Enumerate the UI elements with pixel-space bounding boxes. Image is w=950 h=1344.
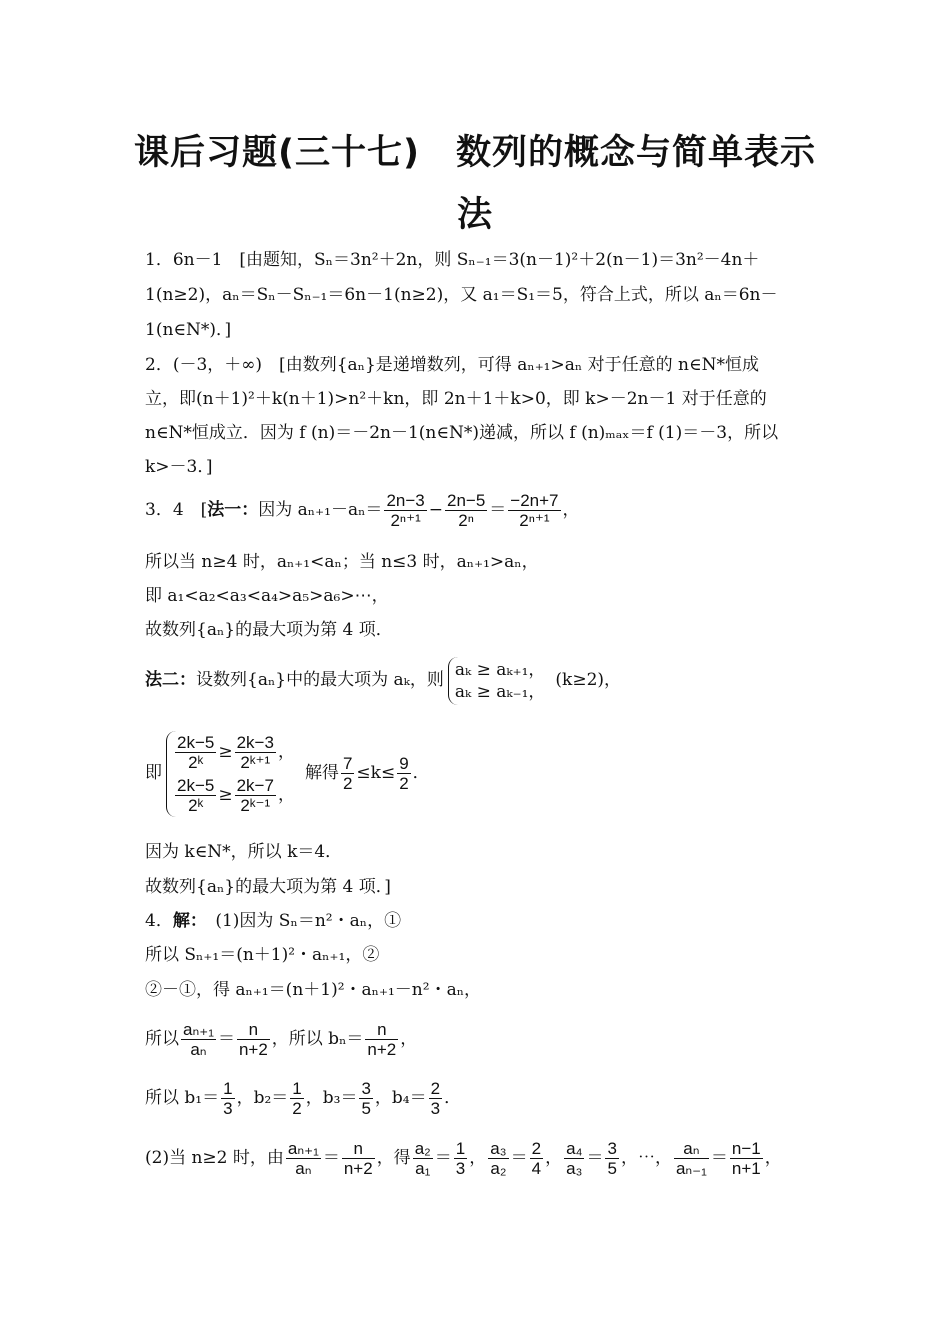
numerator: n−1 <box>731 1139 761 1158</box>
system-row: aₖ ≥ aₖ₊₁， <box>454 659 546 680</box>
fraction <box>342 1139 375 1178</box>
fraction <box>359 1079 372 1118</box>
fraction <box>508 491 560 530</box>
numerator: 2 <box>430 1079 441 1098</box>
numerator: a₃ <box>490 1139 507 1158</box>
inequality-system <box>448 657 552 705</box>
punctuation: ，⋯， <box>620 1148 672 1168</box>
operator: ＝ <box>586 1148 604 1168</box>
method2-label: 法二： <box>145 670 196 690</box>
q3-line-2: 所以当 n≥4 时，aₙ₊₁<aₙ；当 n≤3 时，aₙ₊₁>aₙ， <box>145 552 539 572</box>
lead: (2)当 n≥2 时，由 <box>145 1148 284 1168</box>
numerator: 2n−3 <box>386 491 425 510</box>
system-row-1 <box>173 733 295 772</box>
numerator: 1 <box>292 1079 302 1098</box>
fraction-system <box>166 731 301 817</box>
numerator: −2n+7 <box>510 491 559 510</box>
operator: ＝ <box>710 1148 728 1168</box>
text: ，得 <box>376 1148 411 1168</box>
operator: ＝ <box>489 500 507 520</box>
numerator: 1 <box>455 1139 466 1158</box>
denominator: a₂ <box>490 1159 507 1178</box>
relation: ≥ <box>218 741 233 762</box>
denominator: n+1 <box>731 1159 761 1178</box>
fraction <box>413 1139 433 1178</box>
denominator: 2 <box>292 1099 302 1118</box>
q1-line-2: 1(n≥2)，aₙ＝Sₙ－Sₙ₋₁＝6n－1(n≥2)，又 a₁＝S₁＝5，符合上式，所以 aₙ＝6n－ <box>145 285 778 305</box>
q1-line-1: 1．6n－1 [由题知，Sₙ＝3n²＋2n，则 Sₙ₋₁＝3(n－1)²＋2(n－1)＝3n²－4n＋ <box>145 250 760 270</box>
operator: ＝ <box>434 1148 452 1168</box>
fraction <box>237 1020 270 1059</box>
denominator: aₙ <box>190 1040 207 1059</box>
denominator: 2ⁿ⁺¹ <box>390 511 421 530</box>
fraction <box>530 1139 543 1178</box>
denominator: 5 <box>361 1099 371 1118</box>
numerator: n <box>237 1020 270 1040</box>
denominator: a₁ <box>415 1159 431 1178</box>
system-row-2 <box>173 776 295 815</box>
method1-label: 法一： <box>207 500 259 520</box>
m1-lead: 因为 aₙ₊₁－aₙ＝ <box>258 500 383 520</box>
denominator: 3 <box>430 1099 441 1118</box>
q4-line-6 <box>145 1134 810 1182</box>
q2-line-2: 立，即(n＋1)²＋k(n＋1)>n²＋kn，即 2n＋1＋k>0，即 k>－2n－1 对于任意的 <box>145 389 767 409</box>
fraction <box>175 776 216 815</box>
punctuation: ， <box>562 500 580 520</box>
text: ，b₄＝ <box>374 1088 427 1108</box>
numerator: a₂ <box>414 1139 431 1158</box>
punctuation: ， <box>545 1148 563 1168</box>
fraction <box>290 1079 303 1118</box>
numerator: 9 <box>399 754 409 773</box>
denominator: 2ᵏ <box>188 752 204 772</box>
system-row: aₖ ≥ aₖ₋₁， <box>454 681 546 702</box>
q4-line-5 <box>145 1074 810 1122</box>
denominator: 2ᵏ <box>188 795 204 815</box>
fraction <box>235 776 276 815</box>
numerator: aₙ₊₁ <box>183 1020 214 1039</box>
numerator: 3 <box>607 1139 617 1158</box>
punctuation: ． <box>412 763 430 783</box>
fraction <box>175 733 216 772</box>
denominator: 5 <box>607 1159 617 1178</box>
title-line-2: 法 <box>456 195 493 235</box>
q3-system-line <box>145 718 810 828</box>
fraction <box>454 1139 467 1178</box>
punctuation: ， <box>277 784 295 805</box>
q4-line-2: 所以 Sₙ₊₁＝(n＋1)²・aₙ₊₁，② <box>145 945 380 965</box>
fraction <box>235 733 276 772</box>
numerator: aₙ₊₁ <box>287 1139 319 1158</box>
q1-line-3: 1(n∈N*)．] <box>145 320 232 340</box>
punctuation: ， <box>764 1148 782 1168</box>
numerator: 2k−3 <box>236 732 274 752</box>
numerator: aₙ <box>674 1139 709 1159</box>
numerator: 2k−5 <box>177 732 215 752</box>
fraction <box>384 491 426 530</box>
q3-end-line: 故数列{aₙ}的最大项为第 4 项．] <box>145 877 391 897</box>
fraction <box>564 1139 584 1178</box>
q4-line-3: ②－①，得 aₙ₊₁＝(n＋1)²・aₙ₊₁－n²・aₙ， <box>145 980 482 1000</box>
denominator: 3 <box>455 1159 466 1178</box>
punctuation: ． <box>444 1088 462 1108</box>
fraction <box>674 1139 709 1178</box>
punctuation: ， <box>400 1029 418 1049</box>
denominator: 2 <box>399 774 409 793</box>
denominator: 4 <box>531 1159 542 1178</box>
punctuation: ， <box>277 741 295 762</box>
text: ，b₂＝ <box>236 1088 289 1108</box>
operator: ＝ <box>510 1148 528 1168</box>
denominator: a₃ <box>566 1159 583 1178</box>
text: ，所以 bₙ＝ <box>271 1029 364 1049</box>
q3-line-3: 即 a₁<a₂<a₃<a₄>a₅>a₆>⋯， <box>145 586 389 606</box>
relation: ≤k≤ <box>356 763 396 783</box>
q3-method2-line <box>145 652 810 708</box>
fraction <box>429 1079 442 1118</box>
denominator: 2ⁿ⁺¹ <box>519 511 550 530</box>
fraction <box>365 1020 398 1059</box>
q3-line-4: 故数列{aₙ}的最大项为第 4 项． <box>145 620 393 640</box>
numerator: 7 <box>342 754 353 773</box>
numerator: n <box>365 1020 398 1040</box>
denominator: 2ⁿ <box>458 511 474 530</box>
solve-lead: 解得 <box>304 763 339 783</box>
relation: ≥ <box>218 784 233 805</box>
text: ，b₃＝ <box>305 1088 358 1108</box>
numerator: 2k−7 <box>236 775 274 795</box>
q2-line-1: 2．(－3，＋∞) [由数列{aₙ}是递增数列，可得 aₙ₊₁>aₙ 对于任意的 n∈N*恒成 <box>145 355 759 375</box>
q4-head: 4． <box>145 911 173 931</box>
numerator: n <box>342 1139 375 1159</box>
denominator: n+2 <box>238 1040 268 1059</box>
fraction <box>341 754 354 793</box>
operator: ＝ <box>217 1029 235 1049</box>
numerator: 1 <box>223 1079 233 1098</box>
denominator: 2ᵏ⁻¹ <box>240 795 271 815</box>
denominator: aₙ₋₁ <box>675 1159 707 1178</box>
title-line-1: 课后习题(三十七) 数列的概念与简单表示 <box>134 133 816 173</box>
fraction <box>605 1139 618 1178</box>
m2-lead: 设数列{aₙ}中的最大项为 aₖ，则 <box>196 670 444 690</box>
denominator: 3 <box>223 1099 233 1118</box>
q4-text: (1)因为 Sₙ＝n²・aₙ，① <box>198 911 402 931</box>
ji-label: 即 <box>145 763 162 783</box>
jie-label: 解： <box>172 911 199 931</box>
operator: ＝ <box>322 1148 340 1168</box>
q2-line-3: n∈N*恒成立．因为 f (n)＝－2n－1(n∈N*)递减，所以 f (n)ₘₐₓ＝f (1)＝－3，所以 <box>145 423 779 443</box>
denominator: 2ᵏ⁺¹ <box>240 752 271 772</box>
denominator: n+2 <box>343 1159 373 1178</box>
page-title <box>120 122 830 246</box>
numerator: 3 <box>361 1079 371 1098</box>
numerator: 2 <box>531 1139 542 1158</box>
q3-line-1 <box>145 488 810 532</box>
fraction <box>286 1139 321 1178</box>
numerator: 2n−5 <box>446 491 486 510</box>
operator: − <box>428 500 443 520</box>
fraction <box>730 1139 763 1178</box>
q3-k-line: 因为 k∈N*，所以 k＝4． <box>145 842 343 862</box>
fraction <box>181 1020 216 1059</box>
q4-line-1 <box>145 910 810 932</box>
fraction <box>221 1079 234 1118</box>
lead: 所以 <box>145 1029 179 1049</box>
punctuation: ， <box>469 1148 487 1168</box>
denominator: n+2 <box>367 1040 397 1059</box>
lead: 所以 b₁＝ <box>145 1088 220 1108</box>
numerator: a₄ <box>566 1139 583 1158</box>
q4-line-4 <box>145 1015 810 1063</box>
q2-line-4: k>－3．] <box>145 457 213 477</box>
m2-tail: (k≥2)， <box>555 670 622 690</box>
fraction <box>488 1139 508 1178</box>
denominator: 2 <box>342 774 353 793</box>
numerator: 2k−5 <box>177 775 215 795</box>
denominator: aₙ <box>295 1159 312 1178</box>
fraction <box>445 491 487 530</box>
q3-head: 3．4 [ <box>145 500 208 520</box>
fraction <box>397 754 410 793</box>
